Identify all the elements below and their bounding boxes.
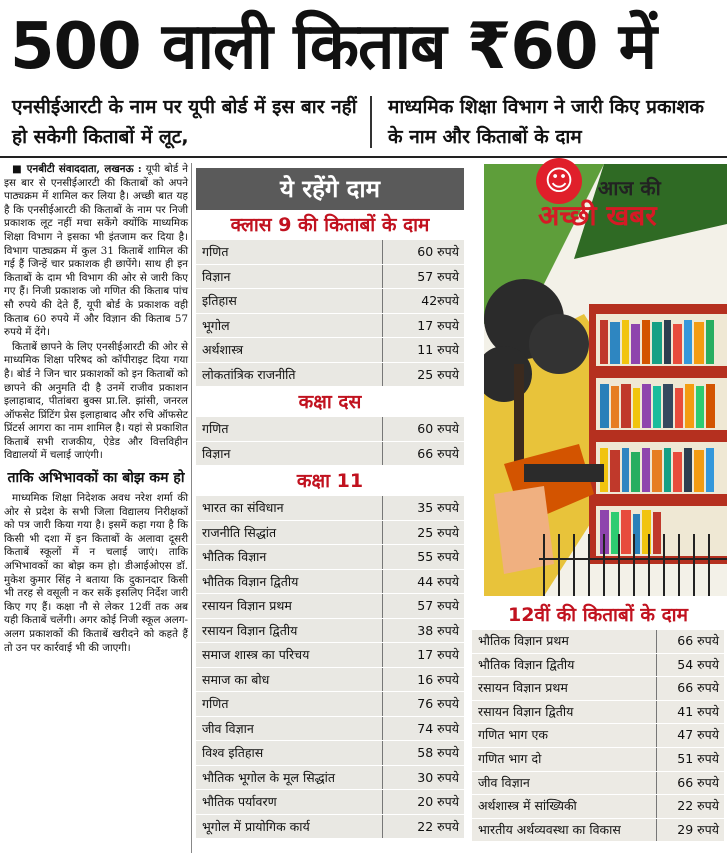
subhead-left: एनसीईआरटी के नाम पर यूपी बोर्ड में इस बार नहीं हो सकेगी किताबों में लूट,: [12, 96, 357, 148]
price-row: [196, 692, 464, 716]
book-price: 25 रुपये: [382, 521, 464, 545]
price-row: [196, 815, 464, 839]
article-text-1: यूपी बोर्ड ने इस बार से एनसीईआरटी की किताबों को अपने पाठ्यक्रम में शामिल कर लिया है। अच्छी बात यह है कि एनसीईआरटी की किताबों के नाम पर निजी प्रकाशक लूट नहीं मचा सकेंगे क्योंकि माध्यमिक शिक्षा विभाग ने इसका भी इंतजाम कर दिया है। विभाग पाठ्यक्रम में कुल 31 किताबें शामिल की गई हैं जिन्हें चार प्रकाशक ही छापेंगे। साथ ही इन किताबों के दाम भी विभाग की ओर से जारी किए गए हैं। निजी प्रकाशक जो गणित की किताब पांच सौ रुपये की देते हैं, यूपी बोर्ड के प्रकाशक वही किताब 60 रुपये में और विज्ञान की किताब 57 रुपये में देंगे।: [4, 163, 188, 339]
book-price: 60 रुपये: [382, 417, 464, 441]
book-price: 74 रुपये: [382, 717, 464, 741]
price-row: [196, 766, 464, 790]
aaj-ki-achhi-khabar-logo: [536, 158, 722, 240]
book-name: लोकतांत्रिक राजनीति: [202, 366, 296, 382]
price-row: [196, 668, 464, 692]
price-row: [472, 724, 724, 747]
price-row: [472, 677, 724, 700]
price-row: [196, 289, 464, 313]
book-name: विज्ञान: [202, 268, 231, 284]
book-name: गणित: [202, 244, 229, 259]
book-name: इतिहास: [202, 293, 237, 308]
logo-line-2: अच्छी खबर: [538, 199, 657, 232]
book-name: भौतिक विज्ञान: [202, 549, 267, 564]
book-name: रसायन विज्ञान प्रथम: [478, 680, 568, 696]
price-row: [196, 545, 464, 569]
article-paragraph-1: [4, 163, 188, 340]
price-row: [196, 314, 464, 338]
book-price: 22 रुपये: [656, 795, 724, 818]
book-name: जीव विज्ञान: [202, 720, 254, 736]
book-name: गणित: [202, 696, 229, 711]
book-name: भूगोल: [202, 317, 230, 333]
book-name: अर्थशास्त्र में सांख्यिकी: [478, 798, 577, 814]
price-panel: [196, 168, 464, 839]
class9-table: [196, 240, 464, 386]
book-name: समाज का बोध: [202, 671, 270, 687]
price-row: [196, 619, 464, 643]
book-name: गणित: [202, 421, 229, 436]
book-price: 66 रुपये: [656, 630, 724, 653]
price-row: [472, 654, 724, 677]
price-row: [196, 265, 464, 289]
book-name: समाज शास्त्र का परिचय: [202, 647, 310, 662]
book-price: 41 रुपये: [656, 701, 724, 724]
book-name: गणित भाग दो: [478, 750, 542, 766]
class11-title: कक्षा 11: [296, 470, 364, 492]
book-price: 38 रुपये: [382, 619, 464, 643]
book-price: 76 रुपये: [382, 692, 464, 716]
class12-table: [472, 630, 724, 841]
book-price: 16 रुपये: [382, 668, 464, 692]
price-panel-title: ये रहेंगे दाम: [196, 168, 464, 210]
book-price: 47 रुपये: [656, 724, 724, 747]
book-price: 17 रुपये: [382, 314, 464, 338]
price-row: [472, 772, 724, 795]
article-paragraph-2: किताबें छापने के लिए एनसीईआरटी की ओर से माध्यमिक शिक्षा परिषद को कॉपीराइट दिया गया है। बोर्ड ने जिन चार प्रकाशकों को इन किताबों को छापने की अनुमति दी है उनमें राजीव प्रकाशन इलाहाबाद, पीतांबरा बुक्स प्रा.लि. झांसी, जनरल ऑफसेट प्रिंटिंग प्रेस इलाहाबाद और रुचि ऑफसेट प्रिंटर्स आगरा का नाम शामिल है। यहां से प्रकाशित किताबें सभी राजकीय, ऐडेड और वित्तविहीन विद्यालयों में चलाई जाएंगी।: [4, 340, 188, 462]
book-name: रसायन विज्ञान द्वितीय: [202, 622, 298, 638]
price-row: [196, 643, 464, 667]
book-price: 66 रुपये: [656, 772, 724, 795]
price-row: [196, 570, 464, 594]
price-row: [472, 748, 724, 771]
book-price: 22 रुपये: [382, 815, 464, 839]
headline: 500 वाली किताब ₹60 में: [10, 10, 657, 84]
book-name: रसायन विज्ञान द्वितीय: [478, 703, 574, 719]
book-price: 42रुपये: [382, 289, 464, 313]
book-price: 58 रुपये: [382, 741, 464, 765]
byline: ■ एनबीटी संवाददाता, लखनऊ :: [12, 163, 142, 175]
price-row: [196, 417, 464, 441]
book-price: 66 रुपये: [382, 442, 464, 466]
book-price: 30 रुपये: [382, 766, 464, 790]
book-name: भौतिक विज्ञान द्वितीय: [202, 573, 299, 589]
price-row: [472, 795, 724, 818]
book-price: 57 रुपये: [382, 265, 464, 289]
subhead-divider: [370, 96, 372, 148]
book-name: विश्व इतिहास: [202, 745, 264, 760]
book-price: 17 रुपये: [382, 643, 464, 667]
subhead-right: माध्यमिक शिक्षा विभाग ने जारी किए प्रकाशक के नाम और किताबों के दाम: [388, 96, 704, 148]
class12-panel: [472, 600, 724, 842]
book-name: जीव विज्ञान: [478, 774, 530, 790]
price-row: [196, 363, 464, 387]
book-price: 25 रुपये: [382, 363, 464, 387]
book-name: रसायन विज्ञान प्रथम: [202, 598, 292, 613]
book-name: भौतिक भूगोल के मूल सिद्धांत: [202, 769, 336, 785]
book-name: भारत का संविधान: [202, 500, 284, 515]
column-rule: [191, 163, 192, 853]
book-price: 55 रुपये: [382, 545, 464, 569]
price-row: [472, 701, 724, 724]
book-price: 29 रुपये: [656, 819, 724, 842]
smiley-icon: ☺: [536, 158, 582, 204]
book-price: 35 रुपये: [382, 496, 464, 520]
class9-title: क्लास 9 की किताबों के दाम: [230, 214, 430, 236]
book-price: 11 रुपये: [382, 338, 464, 362]
book-price: 44 रुपये: [382, 570, 464, 594]
book-name: भौतिक विज्ञान द्वितीय: [478, 656, 575, 672]
book-name: भूगोल में प्रायोगिक कार्य: [202, 818, 310, 834]
book-price: 60 रुपये: [382, 240, 464, 264]
book-name: राजनीति सिद्धांत: [202, 524, 277, 540]
class10-table: [196, 417, 464, 465]
book-price: 20 रुपये: [382, 790, 464, 814]
price-row: [196, 338, 464, 362]
book-name: भौतिक पर्यावरण: [202, 794, 277, 809]
price-row: [472, 630, 724, 653]
book-name: भारतीय अर्थव्यवस्था का विकास: [478, 821, 621, 837]
class12-title: 12वीं की किताबों के दाम: [508, 604, 688, 626]
book-price: 54 रुपये: [656, 654, 724, 677]
price-row: [196, 790, 464, 814]
price-row: [196, 521, 464, 545]
price-row: [196, 240, 464, 264]
price-row: [472, 819, 724, 842]
book-price: 66 रुपये: [656, 677, 724, 700]
price-row: [196, 594, 464, 618]
book-name: गणित भाग एक: [478, 727, 548, 743]
price-row: [196, 741, 464, 765]
price-row: [196, 717, 464, 741]
class10-title: कक्षा दस: [298, 391, 362, 413]
book-price: 51 रुपये: [656, 748, 724, 771]
book-price: 57 रुपये: [382, 594, 464, 618]
article-subhead: ताकि अभिभावकों का बोझ कम हो: [7, 470, 185, 487]
price-row: [196, 496, 464, 520]
book-name: अर्थशास्त्र: [202, 342, 244, 357]
book-name: विज्ञान: [202, 445, 231, 461]
article-paragraph-3: माध्यमिक शिक्षा निदेशक अवध नरेश शर्मा की ओर से प्रदेश के सभी जिला विद्यालय निरीक्षकों को पत्र जारी किया गया है। इसमें कहा गया है कि किसी भी दशा में इन किताबों के अलावा दूसरी किताबें स्कूलों में न चलाई जाएं। ताकि अभिभावकों का बोझ कम हो। डीआईओएस डॉ. मुकेश कुमार सिंह ने बताया कि दुकानदार किसी भी तरह से वसूली न कर सकें इसलिए निर्देश जारी किए गए हैं। कक्षा नौ से लेकर 12वीं तक अब यही किताबें चलेंगी। अगर कोई निजी स्कूल अलग-अलग प्रकाशकों की किताबें खरीदने को कहते हैं तो उन पर कार्रवाई भी की जाएगी।: [4, 492, 188, 654]
price-row: [196, 442, 464, 466]
logo-line-1: आज की: [598, 176, 661, 200]
article-column: [4, 163, 188, 656]
book-name: भौतिक विज्ञान प्रथम: [478, 633, 569, 648]
class11-table: [196, 496, 464, 838]
